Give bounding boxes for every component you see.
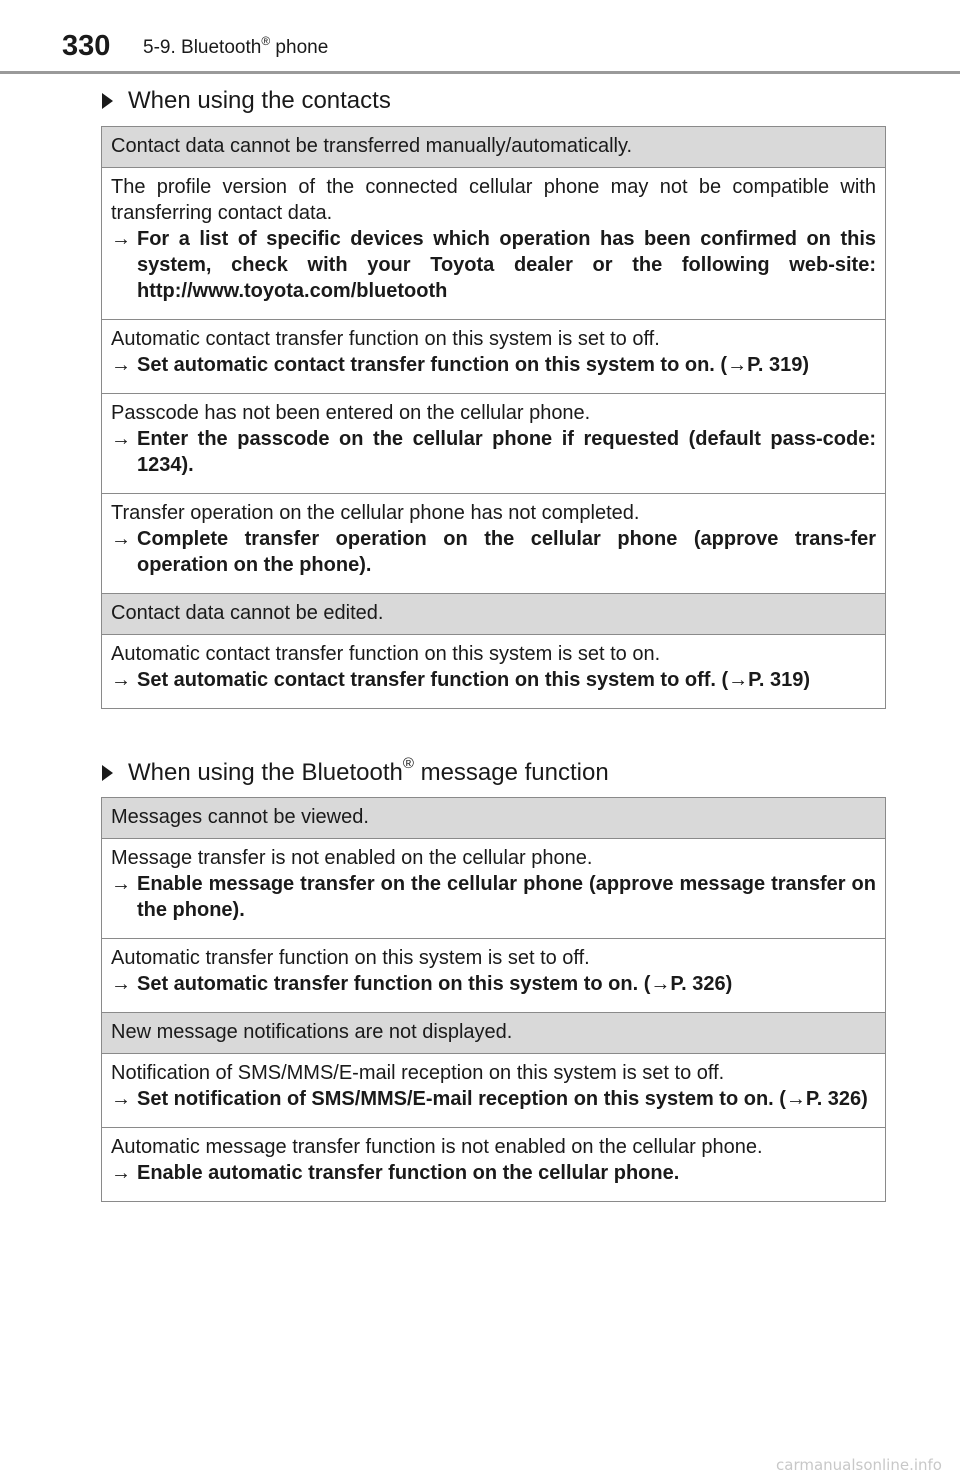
message-heading-suffix: message function (413, 759, 609, 786)
cause-cell (102, 939, 886, 1013)
arrow-icon: → (111, 1088, 131, 1110)
remedy-text: Enable message transfer on the cellular phone (approve message transfer on the phone). (137, 873, 876, 921)
arrow-icon: → (111, 873, 131, 895)
contacts-heading (102, 86, 391, 116)
cause-text: Automatic contact transfer function on this system is set to on. (111, 643, 661, 665)
cause-cell (102, 494, 886, 594)
cause-row (102, 635, 886, 709)
remedy (111, 971, 876, 997)
arrow-icon: → (111, 228, 131, 250)
cause-cell (102, 635, 886, 709)
arrow-icon: → (111, 973, 131, 995)
cause-row (102, 1054, 886, 1128)
section-title-suffix: phone (270, 37, 329, 58)
problem-row (102, 594, 886, 635)
cause-text: Message transfer is not enabled on the cellular phone. (111, 847, 593, 869)
registered-mark: ® (261, 33, 271, 48)
problem-row (102, 798, 886, 839)
problem-cell: New message notifications are not displayed. (102, 1013, 886, 1054)
remedy (111, 1160, 876, 1186)
cause-row (102, 168, 886, 320)
arrow-icon: → (111, 669, 131, 691)
remedy (111, 426, 876, 478)
problem-cell: Contact data cannot be edited. (102, 594, 886, 635)
cause-cell (102, 1128, 886, 1202)
arrow-icon: → (111, 528, 131, 550)
cause-text: Notification of SMS/MMS/E-mail reception on this system is set to off. (111, 1062, 725, 1084)
remedy-text: Complete transfer operation on the cellular phone (approve trans-fer operation on the phone). (137, 528, 876, 576)
section-title (143, 33, 329, 60)
cause-cell (102, 320, 886, 394)
remedy (111, 667, 876, 693)
cause-text: Automatic message transfer function is not enabled on the cellular phone. (111, 1136, 763, 1158)
cause-cell (102, 168, 886, 320)
cause-cell (102, 1054, 886, 1128)
contacts-heading-text: When using the contacts (128, 87, 391, 114)
remedy-text: Enter the passcode on the cellular phone if requested (default pass-code: 1234). (137, 428, 876, 476)
triangle-bullet-icon (102, 93, 113, 109)
registered-mark: ® (402, 755, 414, 772)
problem-cell: Contact data cannot be transferred manually/automatically. (102, 127, 886, 168)
cause-cell (102, 839, 886, 939)
remedy-text: Set automatic contact transfer function on this system to off. (→P. 319) (137, 669, 811, 691)
message-heading-prefix: When using the Bluetooth (128, 759, 403, 786)
problem-row (102, 1013, 886, 1054)
cause-row (102, 839, 886, 939)
remedy-text: Set automatic transfer function on this system to on. (→P. 326) (137, 973, 733, 995)
cause-text: The profile version of the connected cellular phone may not be compatible with transferring contact data. (111, 176, 876, 224)
cause-text: Automatic contact transfer function on this system is set to off. (111, 328, 660, 350)
contacts-troubleshooting-table (101, 126, 886, 709)
cause-text: Passcode has not been entered on the cellular phone. (111, 402, 591, 424)
remedy (111, 871, 876, 923)
remedy-text: Set automatic contact transfer function on this system to on. (→P. 319) (137, 354, 809, 376)
remedy (111, 352, 876, 378)
section-title-prefix: 5-9. Bluetooth (143, 37, 262, 58)
message-heading-text (128, 755, 609, 788)
page-header (0, 0, 960, 72)
arrow-icon: → (111, 428, 131, 450)
remedy-text: For a list of specific devices which operation has been confirmed on this system, check with your Toyota dealer or the following web-site: http://www.toyota.com/bluetooth (137, 228, 876, 302)
header-divider (0, 71, 960, 74)
remedy (111, 226, 876, 304)
cause-row (102, 1128, 886, 1202)
arrow-icon: → (111, 1162, 131, 1184)
watermark-text: carmanualsonline.info (776, 1456, 942, 1474)
cause-cell (102, 394, 886, 494)
cause-row (102, 939, 886, 1013)
cause-row (102, 494, 886, 594)
page-number: 330 (62, 30, 111, 62)
cause-row (102, 320, 886, 394)
arrow-icon: → (111, 354, 131, 376)
message-heading (102, 755, 609, 788)
triangle-bullet-icon (102, 765, 113, 781)
cause-row (102, 394, 886, 494)
remedy-text: Set notification of SMS/MMS/E-mail reception on this system to on. (→P. 326) (137, 1088, 868, 1110)
cause-text: Transfer operation on the cellular phone has not completed. (111, 502, 640, 524)
cause-text: Automatic transfer function on this system is set to off. (111, 947, 590, 969)
problem-cell: Messages cannot be viewed. (102, 798, 886, 839)
message-troubleshooting-table (101, 797, 886, 1202)
problem-row (102, 127, 886, 168)
remedy (111, 526, 876, 578)
remedy (111, 1086, 876, 1112)
remedy-text: Enable automatic transfer function on the cellular phone. (137, 1162, 680, 1184)
